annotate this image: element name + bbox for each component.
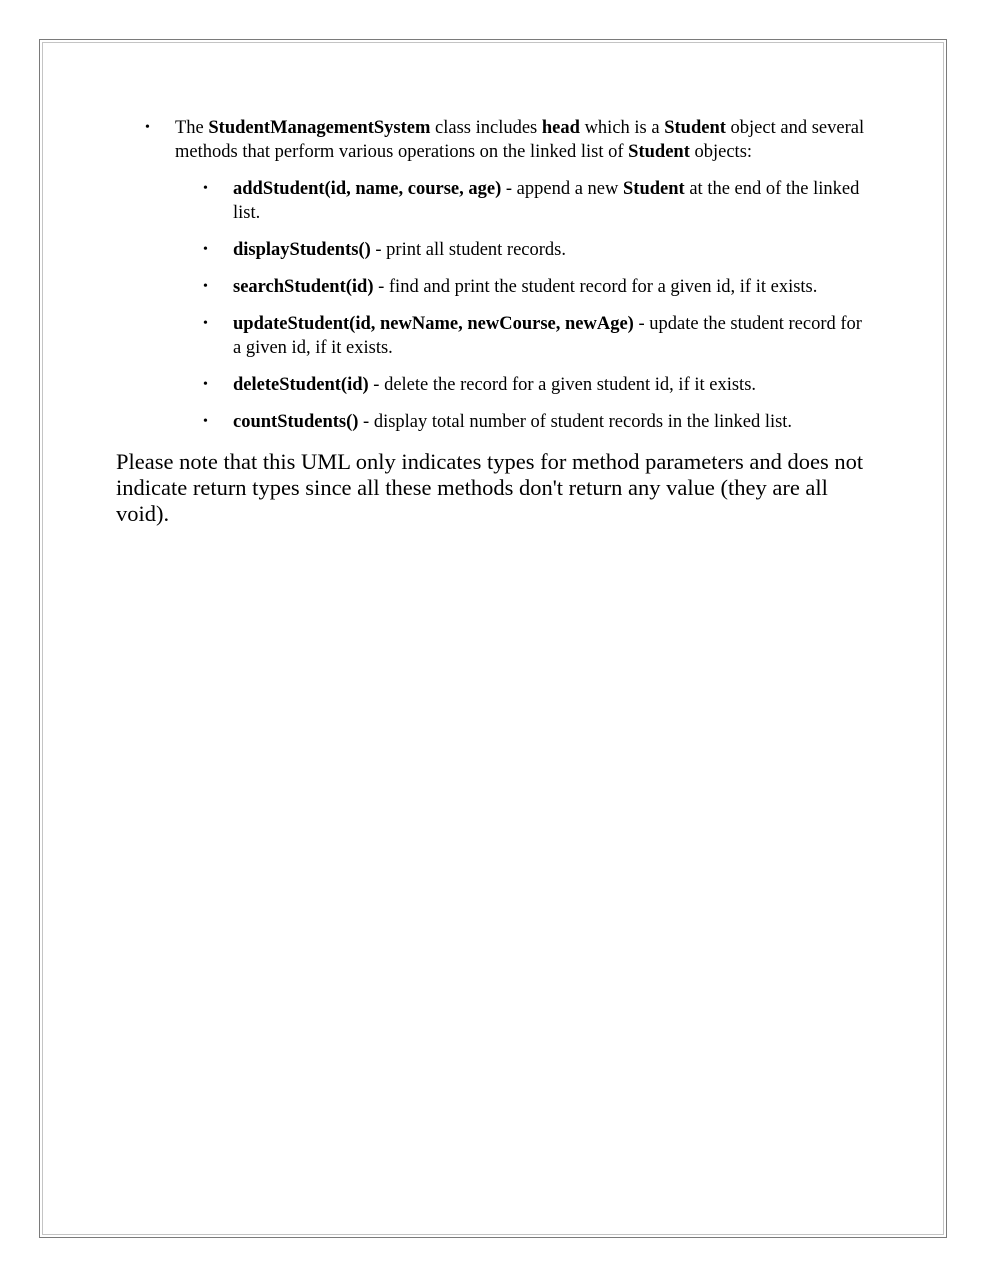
method-signature: deleteStudent(id) — [233, 375, 369, 395]
intro-text: The — [175, 118, 209, 138]
method-item — [233, 238, 873, 262]
method-item — [233, 177, 873, 225]
bullet-icon: • — [203, 414, 208, 429]
bullet-icon: • — [203, 181, 208, 196]
method-signature: addStudent(id, name, course, age) — [233, 179, 502, 199]
method-description: - display total number of student records in the linked list. — [358, 412, 793, 432]
method-description: - find and print the student record for a given id, if it exists. — [373, 277, 818, 297]
method-description: - delete the record for a given student id, if it exists. — [368, 375, 757, 395]
intro-text: class includes — [430, 118, 542, 138]
method-description: at the end of the linked list. — [233, 179, 860, 223]
method-item — [233, 275, 873, 299]
intro-text: objects: — [689, 142, 753, 162]
head-field: head — [541, 118, 580, 138]
bullet-icon: • — [203, 377, 208, 392]
student-type: Student — [623, 179, 685, 199]
student-type: Student — [628, 142, 690, 162]
intro-text: which is a — [579, 118, 665, 138]
method-signature: displayStudents() — [233, 240, 371, 260]
intro-paragraph — [175, 116, 875, 164]
intro-text: object and several methods that perform various operations on the linked list of — [175, 118, 865, 162]
method-signature: searchStudent(id) — [233, 277, 374, 297]
method-signature: countStudents() — [233, 412, 359, 432]
bullet-icon: • — [145, 120, 150, 135]
method-description: - update the student record for a given id, if it exists. — [233, 314, 862, 358]
bullet-icon: • — [203, 316, 208, 331]
method-description: - append a new — [501, 179, 624, 199]
method-signature: updateStudent(id, newName, newCourse, newAge) — [233, 314, 634, 334]
bullet-icon: • — [203, 242, 208, 257]
method-item — [233, 373, 873, 397]
bullet-icon: • — [203, 279, 208, 294]
method-description: - print all student records. — [370, 240, 566, 260]
student-type: Student — [664, 118, 726, 138]
method-item — [233, 312, 873, 360]
uml-note: Please note that this UML only indicates types for method parameters and does not indicate return types since all these methods don't return any value (they are all void). — [116, 449, 864, 526]
class-name: StudentManagementSystem — [208, 118, 431, 138]
method-item — [233, 410, 873, 434]
